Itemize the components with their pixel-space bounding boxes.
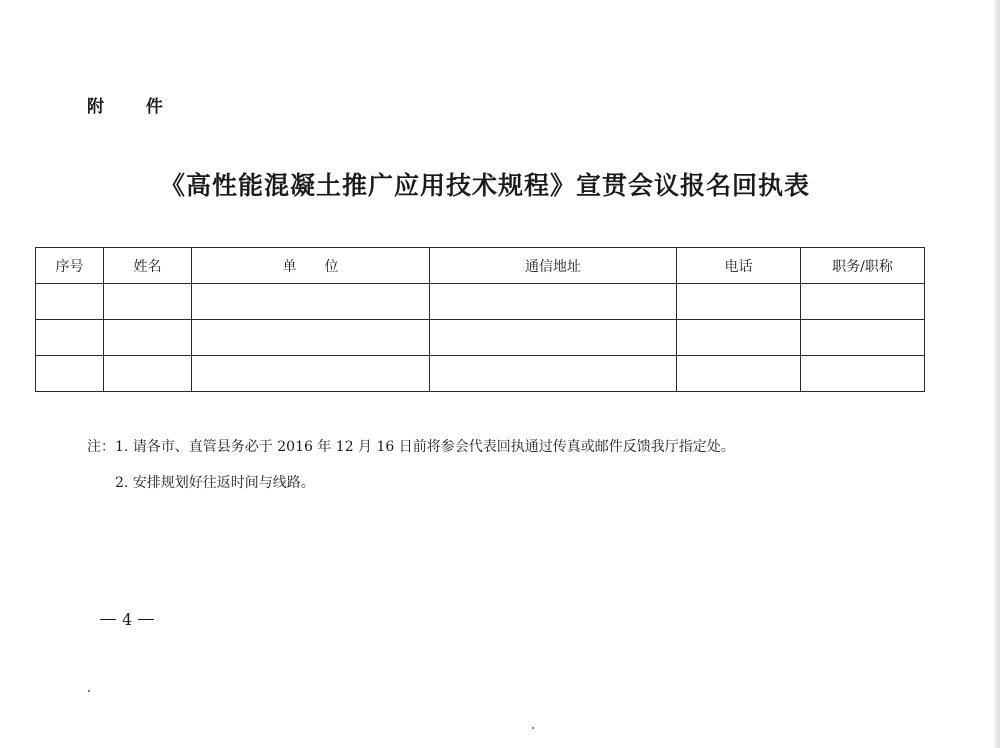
registration-receipt-table [35,247,925,392]
table-cell [36,320,104,356]
header-position-title: 职务/职称 [801,248,925,284]
scan-page-edge [994,0,1000,748]
header-organization: 单 位 [192,248,430,284]
table-cell [801,356,925,392]
header-serial-number: 序号 [36,248,104,284]
table-cell [104,356,192,392]
table-header-row [36,248,925,284]
dash-left-icon [100,619,116,620]
table-cell [192,356,430,392]
scan-speck [88,690,90,692]
table-cell [192,320,430,356]
table-cell [104,320,192,356]
header-name: 姓名 [104,248,192,284]
table-row [36,284,925,320]
table-cell [677,320,801,356]
table-row [36,356,925,392]
table-row [36,320,925,356]
table-cell [677,356,801,392]
note-item-2: 2. 安排规划好往返时间与线路。 [115,475,315,491]
attachment-label: 附 件 [87,97,181,117]
header-phone: 电话 [677,248,801,284]
table-cell [36,284,104,320]
document-title: 《高性能混凝土推广应用技术规程》宣贯会议报名回执表 [159,171,810,200]
header-mailing-address: 通信地址 [430,248,677,284]
table-cell [192,284,430,320]
table-cell [36,356,104,392]
table-cell [677,284,801,320]
table-cell [430,320,677,356]
table-cell [801,284,925,320]
dash-right-icon [138,619,154,620]
note-item-1: 注：1. 请各市、直管县务必于 2016 年 12 月 16 日前将参会代表回执通过传真或邮件反馈我厅指定处。 [87,439,735,455]
table-cell [104,284,192,320]
page-number: 4 [122,610,133,629]
page-number-footer [100,610,154,629]
table-cell [801,320,925,356]
scan-speck [532,727,534,729]
table-cell [430,284,677,320]
table-cell [430,356,677,392]
